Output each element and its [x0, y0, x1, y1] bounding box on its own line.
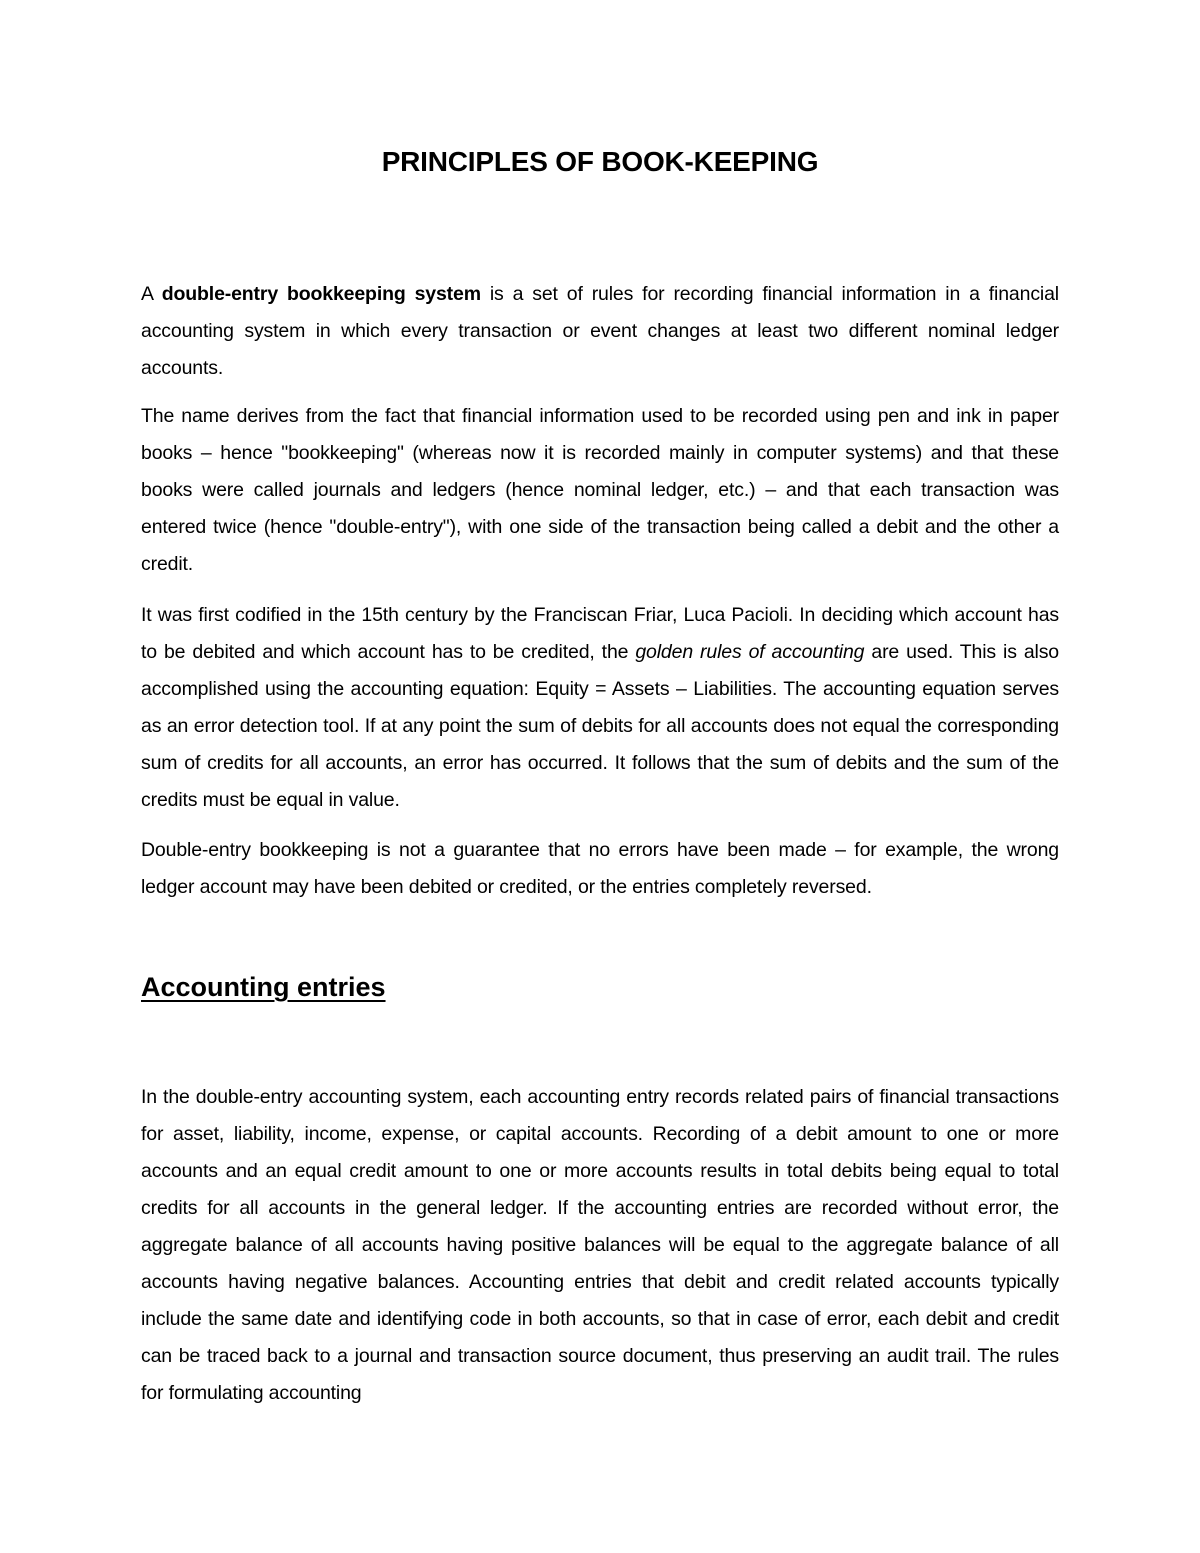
- intro-lead: A: [141, 283, 162, 305]
- key-term: double-entry bookkeeping system: [161, 283, 481, 305]
- history-after: are used. This is also accomplished using the accounting equation: Equity = Assets – Liabilities. The accounting equation serves as an error detection tool. If at any point the sum of debits for all accounts does not equal the corresponding sum of credits for all accounts, an error has occurred. It follows that the sum of debits and the sum of the credits must be equal in value.: [141, 641, 1059, 811]
- paragraph-name-origin: The name derives from the fact that financial information used to be recorded using pen and ink in paper books – hence "bookkeeping" (whereas now it is recorded mainly in computer systems) and that these books were called journals and ledgers (hence nominal ledger, etc.) – and that each transaction was entered twice (hence "double-entry"), with one side of the transaction being called a debit and the other a credit.: [141, 405, 1059, 575]
- intro-rest: is a set of rules for recording financial information in a financial accounting system in which every transaction or event changes at least two different nominal ledger accounts.: [141, 283, 1059, 379]
- intro-paragraph: [141, 276, 1059, 387]
- golden-rules-emphasis: golden rules of accounting: [635, 641, 865, 663]
- paragraph-history: [141, 597, 1059, 819]
- section-heading: Accounting entries: [141, 972, 386, 1002]
- history-before: It was first codified in the 15th century by the Franciscan Friar, Luca Pacioli. In deciding which account has to be debited and which account has to be credited, the: [141, 604, 1059, 663]
- paragraph-accounting-entries: In the double-entry accounting system, each accounting entry records related pairs of financial transactions for asset, liability, income, expense, or capital accounts. Recording of a debit amount to one or more accounts and an equal credit amount to one or more accounts results in total debits being equal to total credits for all accounts in the general ledger. If the accounting entries are recorded without error, the aggregate balance of all accounts having positive balances will be equal to the aggregate balance of all accounts having negative balances. Accounting entries that debit and credit related accounts typically include the same date and identifying code in both accounts, so that in case of error, each debit and credit can be traced back to a journal and transaction source document, thus preserving an audit trail. The rules for formulating accounting: [141, 1086, 1059, 1404]
- page-title: PRINCIPLES OF BOOK-KEEPING: [381, 146, 819, 177]
- paragraph-guarantee: Double-entry bookkeeping is not a guarantee that no errors have been made – for example, the wrong ledger account may have been debited or credited, or the entries completely reversed.: [141, 839, 1059, 898]
